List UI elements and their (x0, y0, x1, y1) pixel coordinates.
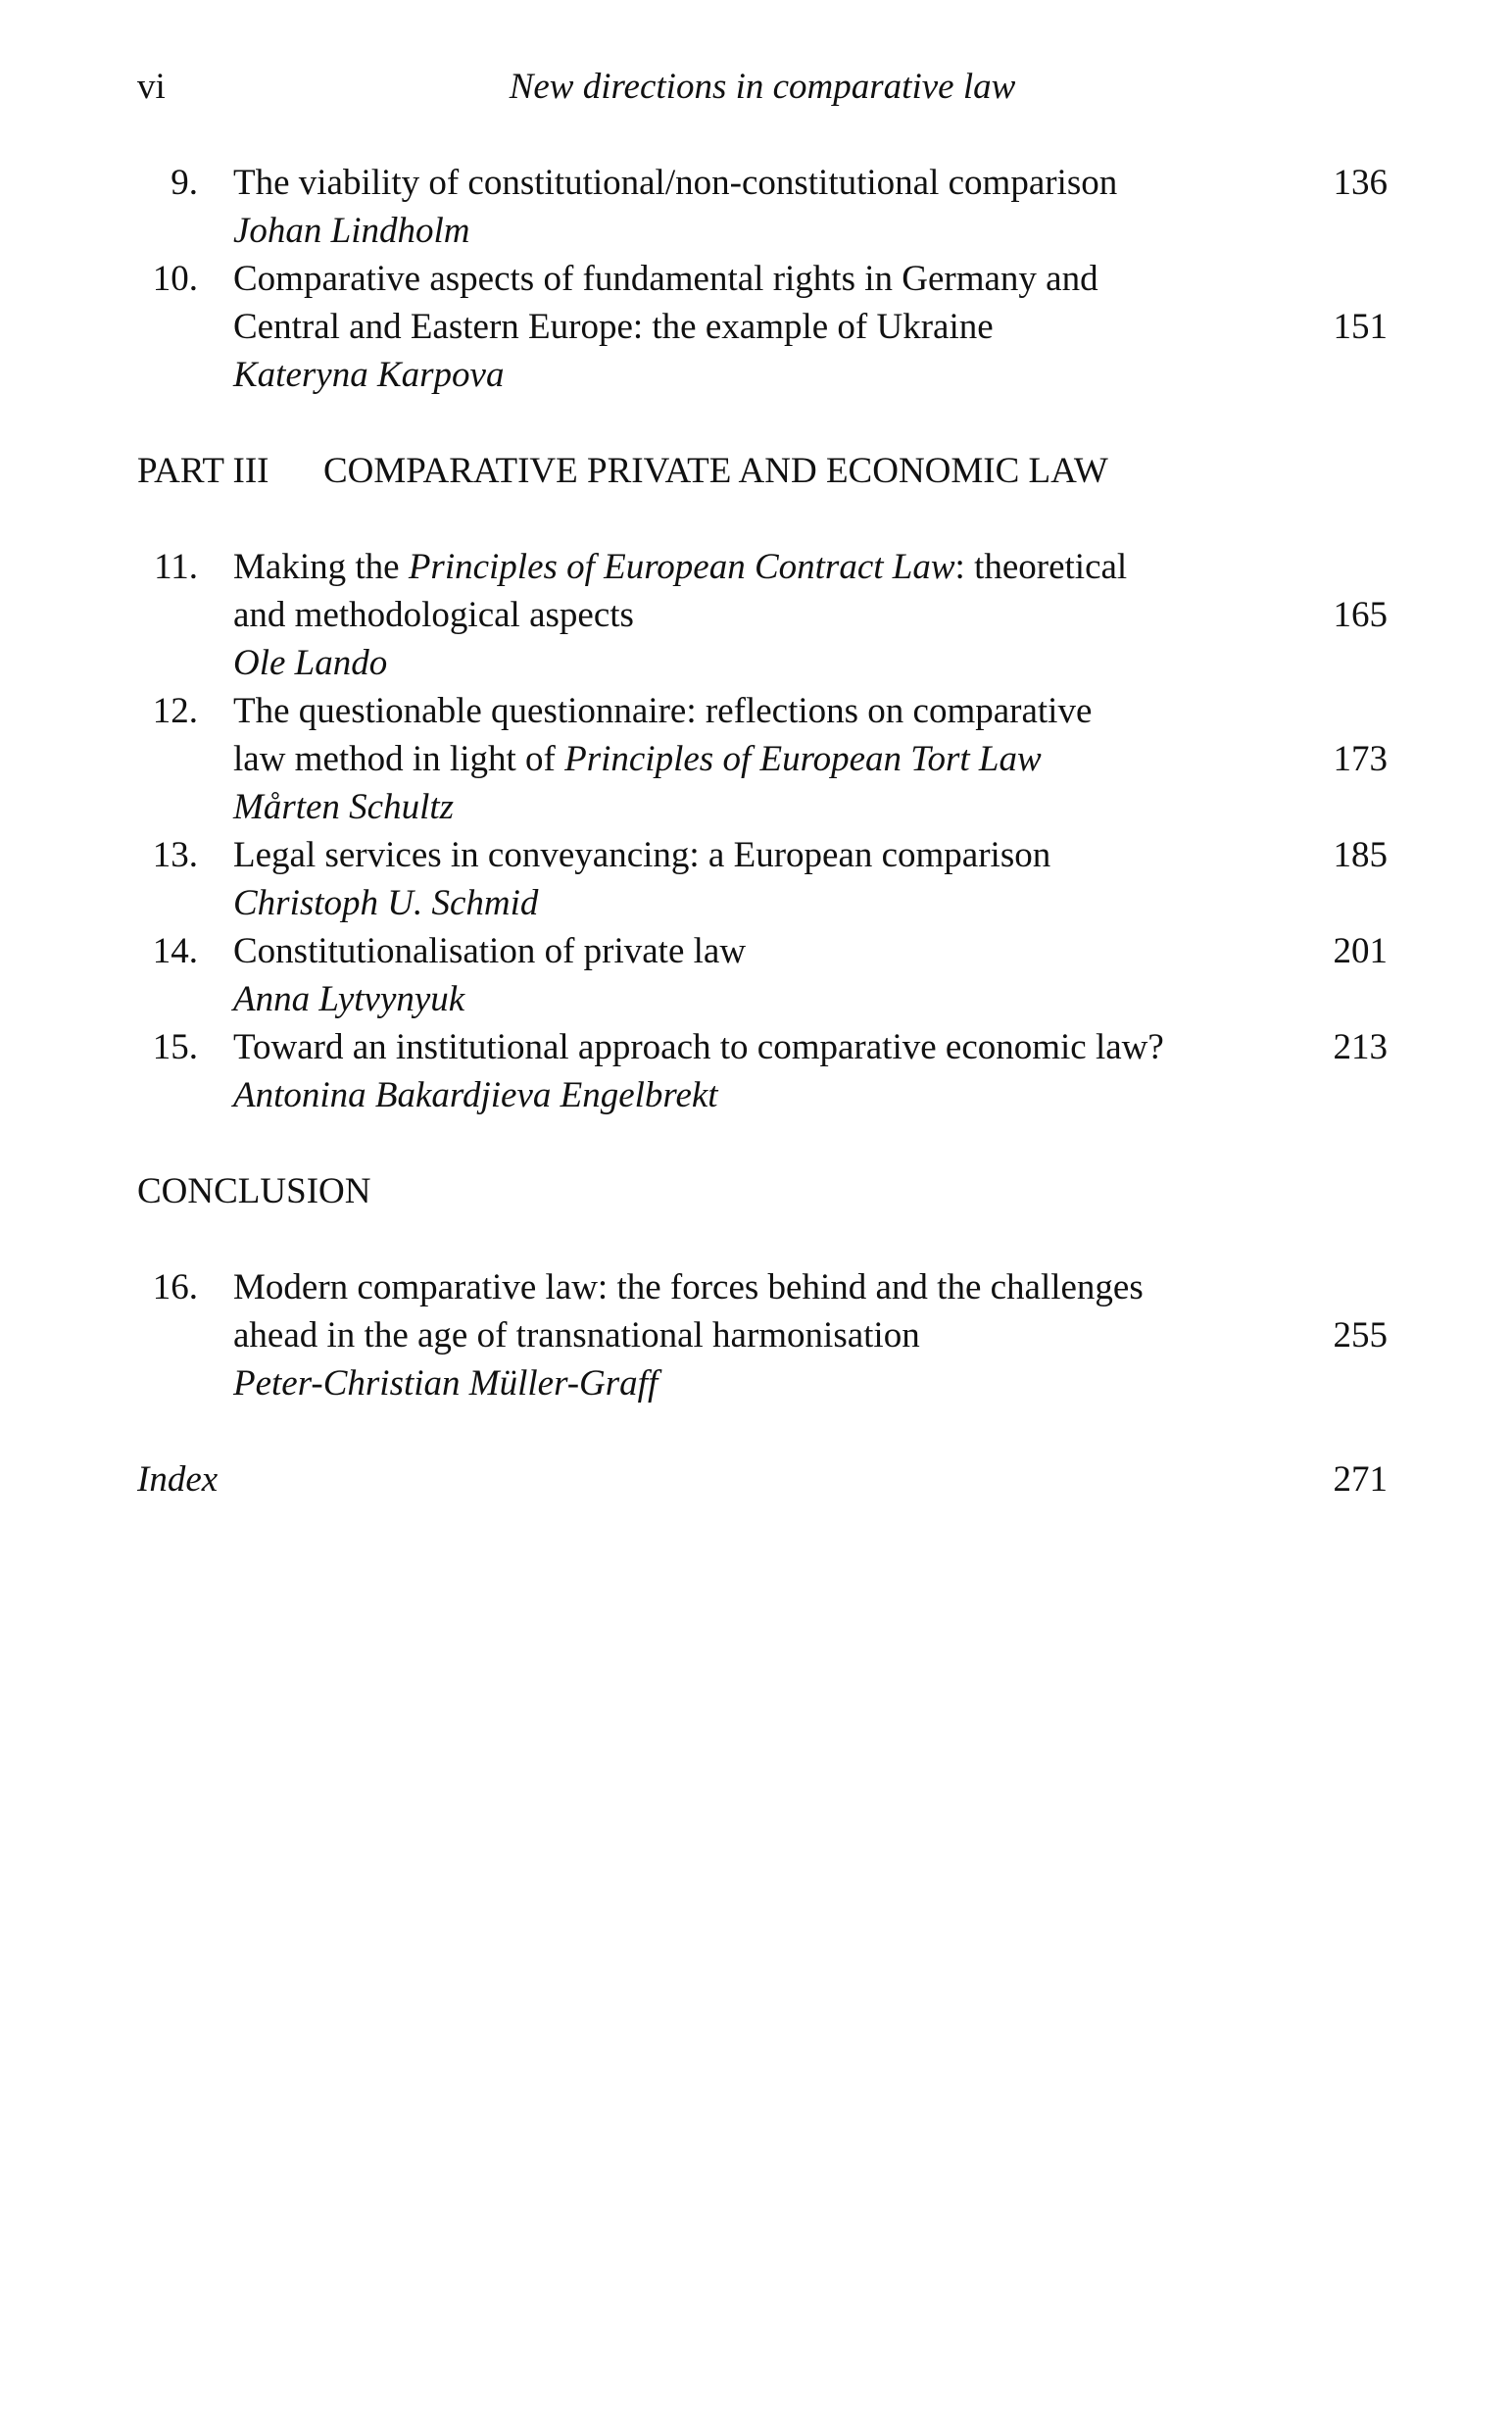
entry-page-number: 201 (1333, 931, 1388, 971)
entry-title-line (233, 831, 1388, 879)
entry-title-text: ahead in the age of transnational harmonisation (233, 1315, 920, 1355)
running-title: New directions in comparative law (509, 67, 1016, 107)
entry-title-line (233, 1023, 1388, 1071)
table-of-contents (137, 159, 1388, 1503)
toc-entry-16 (137, 1263, 1388, 1407)
entry-author: Mårten Schultz (233, 787, 455, 827)
entry-number: 16. (152, 1267, 198, 1307)
entry-author: Anna Lytvynyuk (233, 979, 465, 1019)
entry-title-line (233, 1263, 1388, 1311)
entry-page-number: 185 (1333, 835, 1388, 875)
entry-title-text: Toward an institutional approach to comparative economic law? (233, 1027, 1164, 1067)
entry-author: Antonina Bakardjieva Engelbrekt (233, 1075, 718, 1115)
entry-number: 9. (171, 163, 198, 203)
entry-title: The viability of constitutional/non-constitutional comparison (233, 163, 1118, 203)
entry-page-number: 213 (1333, 1027, 1388, 1067)
entry-title-line (233, 159, 1388, 207)
toc-index-entry (137, 1455, 1388, 1503)
conclusion-title: CONCLUSION (137, 1171, 371, 1211)
entry-title-text: Making the (233, 547, 409, 587)
entry-title-text: Legal services in conveyancing: a European comparison (233, 835, 1051, 875)
index-label: Index (137, 1459, 219, 1500)
toc-entry-12 (137, 687, 1388, 831)
entry-title-line (233, 1311, 1388, 1359)
entry-page-number: 255 (1333, 1315, 1388, 1355)
entry-title-text: Modern comparative law: the forces behind and the challenges (233, 1267, 1144, 1307)
entry-author: Christoph U. Schmid (233, 883, 539, 923)
running-head (137, 63, 1388, 111)
entry-title-text: law method in light of (233, 739, 565, 779)
entry-number: 12. (152, 691, 198, 731)
toc-entry-14 (137, 927, 1388, 1023)
entry-number: 10. (152, 259, 198, 299)
entry-title-line (233, 687, 1388, 735)
index-page-number: 271 (1333, 1459, 1388, 1500)
entry-author: Peter-Christian Müller-Graff (233, 1363, 658, 1404)
entry-number: 14. (152, 931, 198, 971)
entry-page-number: 165 (1333, 595, 1388, 635)
toc-entry-13 (137, 831, 1388, 927)
entry-title: Comparative aspects of fundamental rights in Germany and (233, 259, 1098, 299)
entry-title-italic: Principles of European Contract Law (408, 547, 955, 587)
entry-title-line (233, 255, 1388, 303)
entry-page-number: 173 (1333, 739, 1388, 779)
part-label: PART III (137, 451, 269, 491)
entry-title-text: The questionable questionnaire: reflections on comparative (233, 691, 1093, 731)
entry-title-line (233, 735, 1388, 783)
entry-title-line (233, 591, 1388, 639)
entry-title-line (233, 543, 1388, 591)
entry-title-italic: Principles of European Tort Law (564, 739, 1042, 779)
conclusion-heading (137, 1167, 1388, 1215)
part-heading (137, 447, 1388, 495)
entry-author: Johan Lindholm (233, 211, 470, 251)
entry-author: Kateryna Karpova (233, 355, 505, 395)
part-title: COMPARATIVE PRIVATE AND ECONOMIC LAW (323, 451, 1108, 491)
entry-title-text: : theoretical (954, 547, 1128, 587)
entry-title-line (233, 927, 1388, 975)
entry-page-number: 151 (1333, 307, 1388, 347)
entry-title-line (233, 303, 1388, 351)
entry-author: Ole Lando (233, 643, 388, 683)
entry-title-text: and methodological aspects (233, 595, 634, 635)
entry-page-number: 136 (1333, 163, 1388, 203)
entry-title: Central and Eastern Europe: the example of Ukraine (233, 307, 994, 347)
toc-entry-15 (137, 1023, 1388, 1119)
toc-entry-9 (137, 159, 1388, 255)
entry-number: 15. (152, 1027, 198, 1067)
page-folio: vi (137, 67, 166, 107)
entry-title-text: Constitutionalisation of private law (233, 931, 747, 971)
toc-entry-10 (137, 255, 1388, 399)
entry-number: 11. (154, 547, 198, 587)
toc-entry-11 (137, 543, 1388, 687)
entry-number: 13. (152, 835, 198, 875)
